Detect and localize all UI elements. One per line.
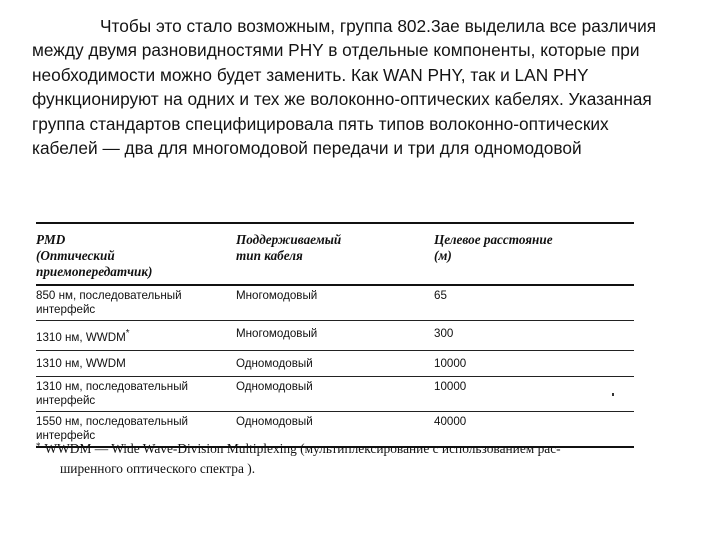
cell-distance: 300: [434, 327, 454, 340]
pmd-table: [36, 222, 634, 448]
body-paragraph: [32, 14, 704, 160]
paragraph-line: необходимости можно будет заменить. Как WAN PHY, так и LAN PHY: [32, 64, 589, 85]
scan-speck: [612, 393, 614, 396]
table-row: [36, 321, 634, 350]
cell-cable-type: Одномодовый: [236, 379, 313, 393]
footnote: [36, 436, 641, 479]
cell-distance: 40000: [434, 414, 467, 428]
paragraph-line: функционируют на одних и тех же волоконно-оптических кабелях. Указанная: [32, 89, 652, 110]
paragraph-line: между двумя разновидностями PHY в отдельные компоненты, которые при: [32, 40, 640, 61]
cell-pmd: 850 нм, последовательный интерфейс: [36, 289, 182, 316]
table-row: [36, 377, 634, 411]
footnote-asterisk: *: [36, 441, 41, 451]
table-row: [36, 286, 634, 320]
paragraph-line: группа стандартов специфицировала пять типов волоконно-оптических: [32, 113, 609, 134]
cell-pmd: 1310 нм, WWDM: [36, 356, 126, 370]
cell-pmd: 1310 нм, последовательный интерфейс: [36, 379, 189, 407]
cell-cable-type: Многомодовый: [236, 289, 318, 302]
cell-pmd: 1550 нм, последовательный интерфейс: [36, 414, 189, 442]
cell-cable-type: Одномодовый: [236, 414, 313, 428]
paragraph-line: кабелей — два для многомодовой передачи и три для одномодовой: [32, 138, 582, 159]
cell-distance: 10000: [434, 356, 467, 370]
paragraph-line: Чтобы это стало возможным, группа 802.3ae выделила все различия: [100, 16, 657, 36]
cell-distance: 65: [434, 289, 447, 302]
header-pmd: PMD (Оптический приемопередатчик): [36, 232, 153, 279]
footnote-line: * WWDM — Wide Wave-Division Multiplexing (мультиплексирование с использованием рас-: [36, 441, 561, 456]
footnote-marker: *: [125, 328, 130, 339]
table-header-row: [36, 224, 634, 284]
cell-distance: 10000: [434, 379, 467, 393]
cell-cable-type: Одномодовый: [236, 356, 313, 370]
footnote-line: ширенного оптического спектра ).: [60, 461, 256, 476]
cell-cable-type: Многомодовый: [236, 327, 318, 340]
header-cable-type: Поддерживаемый тип кабеля: [236, 232, 342, 263]
table-row: [36, 351, 634, 376]
header-target-distance: Целевое расстояние (м): [434, 232, 553, 263]
cell-pmd: 1310 нм, WWDM*: [36, 328, 130, 344]
